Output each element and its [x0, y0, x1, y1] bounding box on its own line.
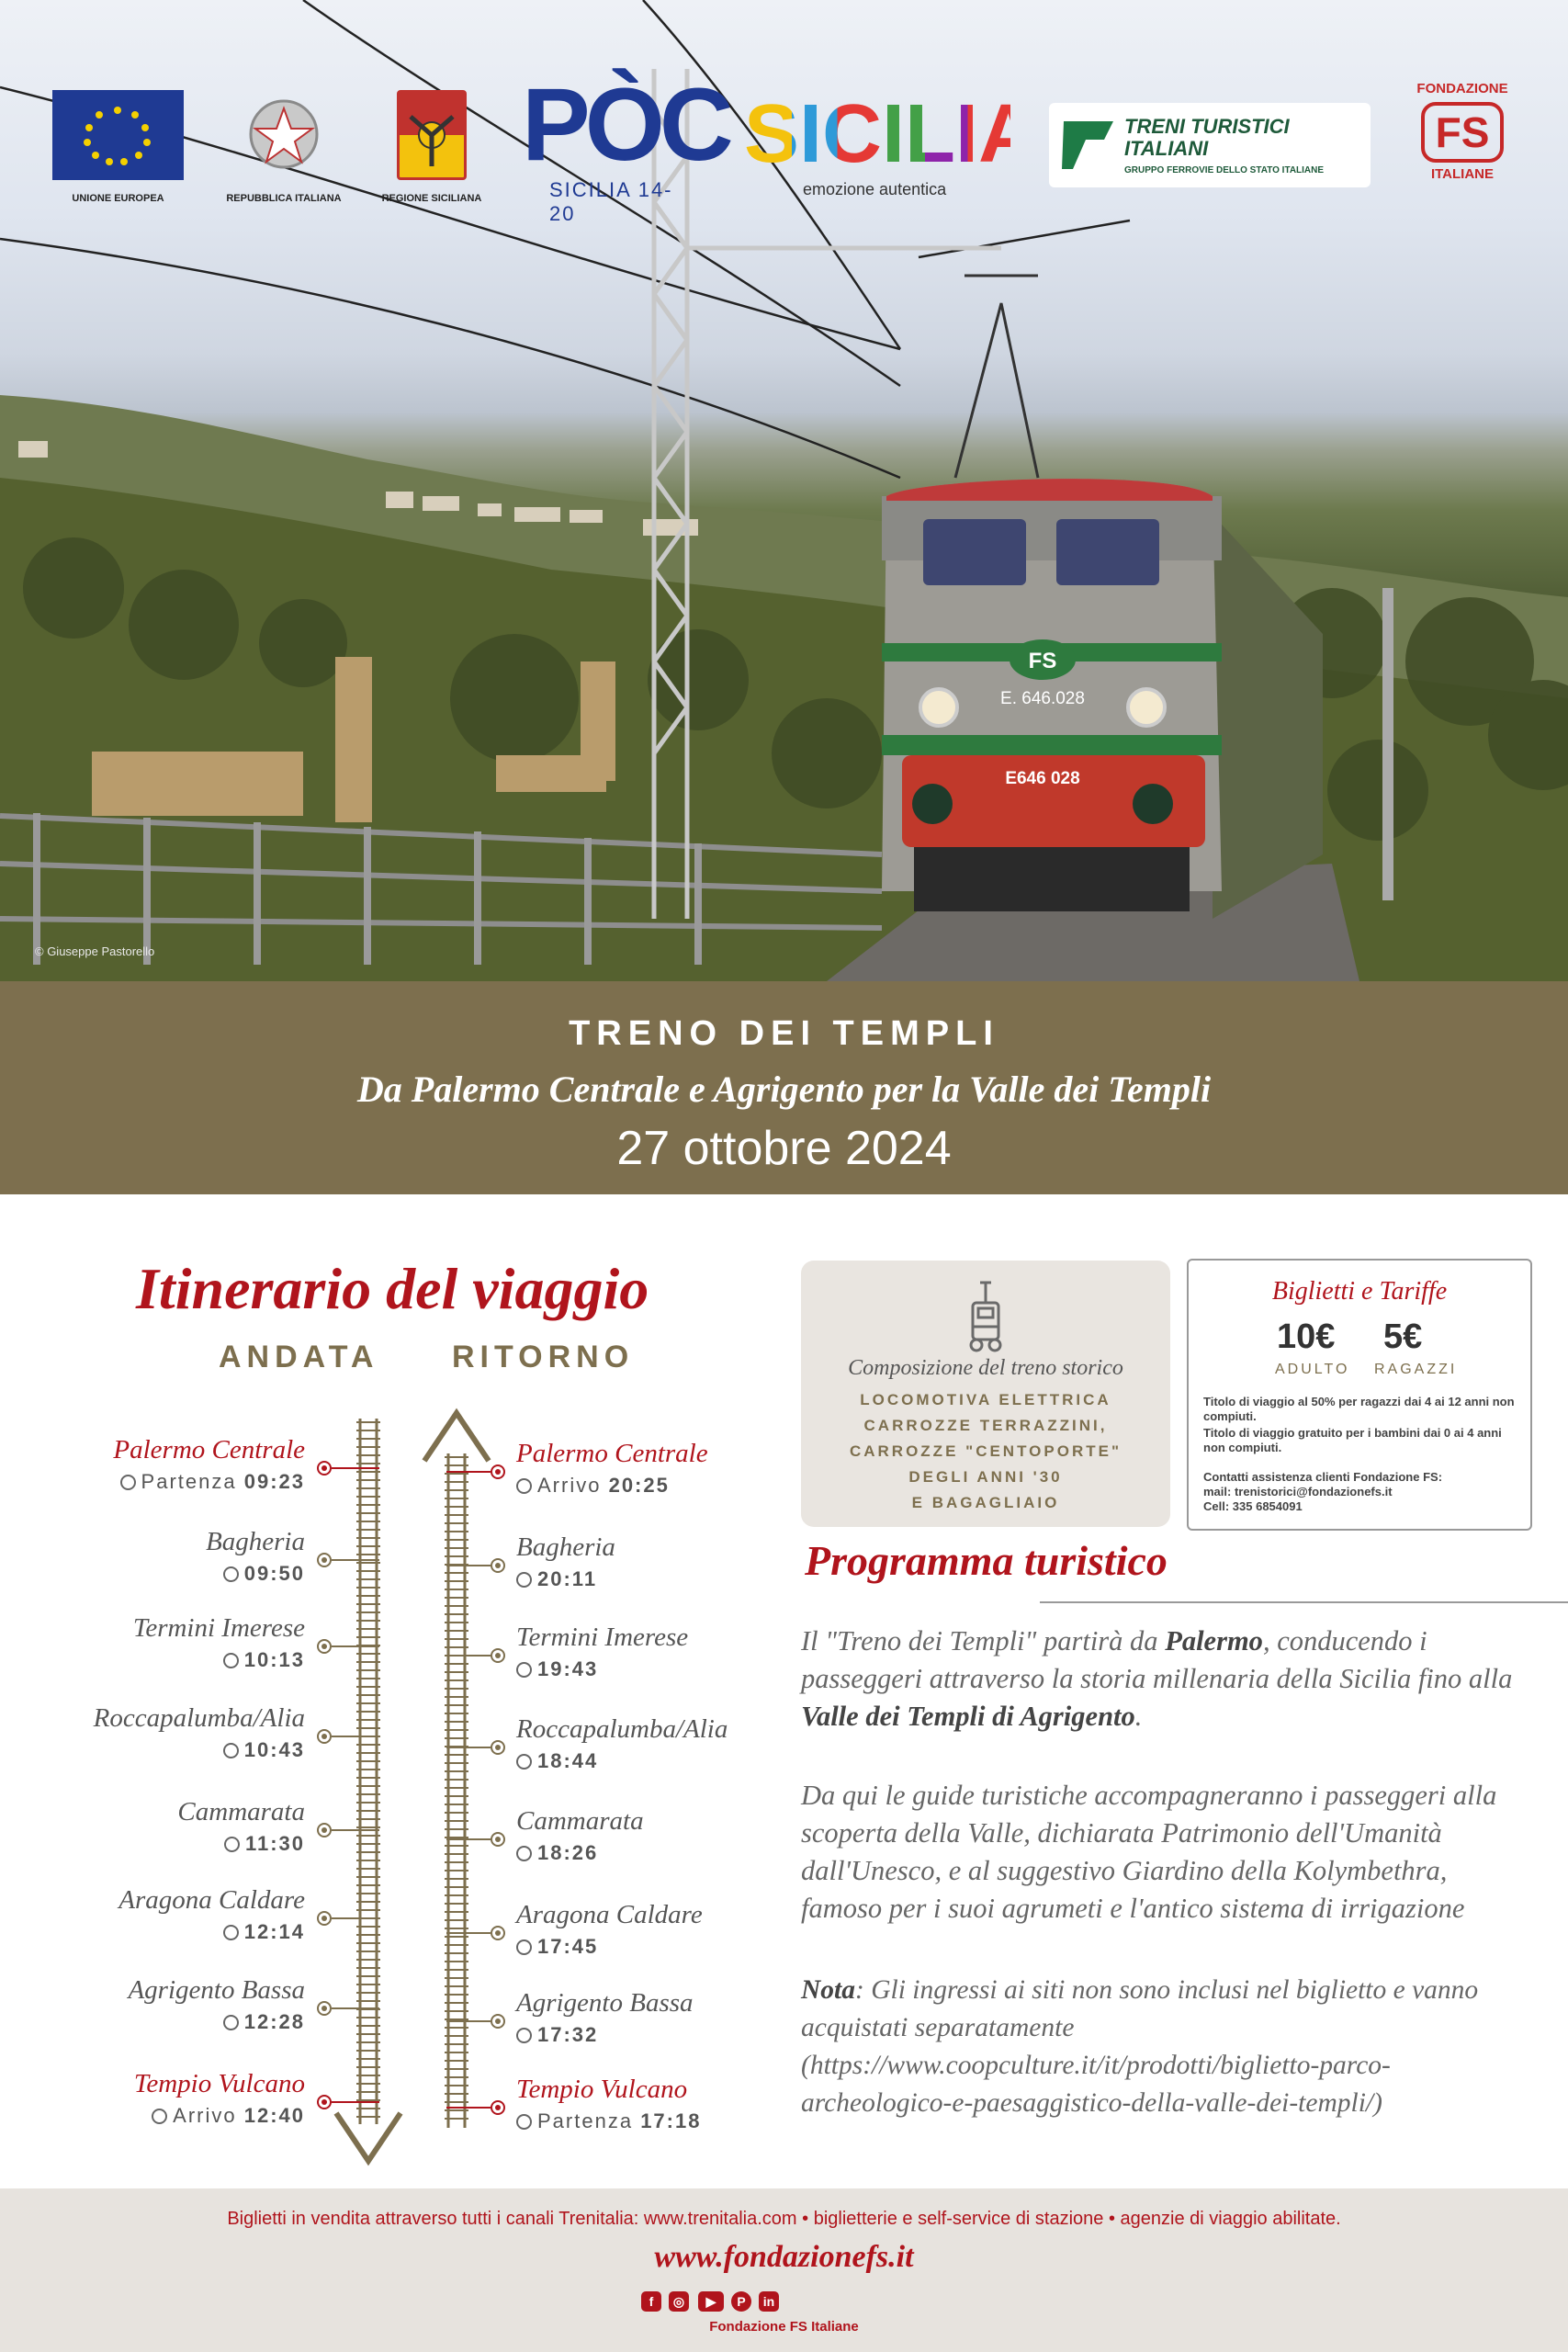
time-value: 17:18 — [640, 2109, 702, 2132]
program-title: Programma turistico — [805, 1537, 1168, 1584]
andata-station: Bagheria — [206, 1527, 305, 1556]
sicilia-main: SICILIA — [744, 88, 1039, 180]
linkedin-icon[interactable]: in — [759, 2291, 779, 2312]
arrow-up-icon — [424, 1413, 489, 1461]
stop-node — [491, 1926, 505, 1940]
stop-connector — [332, 1917, 379, 1919]
ritorno-station: Palermo Centrale — [516, 1439, 708, 1468]
clock-icon — [516, 1478, 532, 1494]
stop-connector — [446, 2107, 491, 2109]
ritorno-station: Tempio Vulcano — [516, 2075, 688, 2104]
stop-node — [317, 1823, 332, 1838]
ticket-note-free: Titolo di viaggio gratuito per i bambini dai 0 ai 4 anni non compiuti. — [1203, 1426, 1502, 1454]
treni-line1: TRENI TURISTICI — [1124, 115, 1290, 138]
arrow-down-icon — [336, 2113, 400, 2161]
eu-flag-icon — [52, 90, 184, 180]
clock-icon — [516, 2114, 532, 2130]
stop-connector — [446, 1932, 491, 1934]
andata-time — [224, 1832, 305, 1856]
clock-icon — [224, 1837, 240, 1852]
tickets-box — [1187, 1259, 1532, 1531]
composition-line: DEGLI ANNI '30 — [908, 1468, 1063, 1486]
youtube-icon[interactable]: ▶ — [698, 2291, 724, 2312]
time-value: 20:11 — [537, 1567, 598, 1590]
stop-node — [317, 1911, 332, 1926]
footer — [0, 2188, 1568, 2352]
fs-top: FONDAZIONE — [1416, 81, 1508, 96]
program-note — [801, 1972, 1527, 2122]
clock-icon — [223, 1566, 239, 1582]
time-value: 12:40 — [243, 2104, 305, 2127]
ritorno-heading: RITORNO — [452, 1340, 635, 1374]
stop-connector — [446, 1655, 491, 1657]
note-text: : Gli ingressi ai siti non sono inclusi nel biglietto e vanno acquistati separatamente (https://www.coopculture.it/it/prodotti/biglietto-parco-archeologico-e-paesaggistico-della-valle-dei-templi/) — [801, 1975, 1479, 2118]
andata-station: Agrigento Bassa — [128, 1975, 305, 2005]
fs-mid: FS — [1421, 102, 1504, 163]
time-value: 11:30 — [244, 1832, 305, 1855]
clock-icon — [223, 1743, 239, 1758]
clock-icon — [223, 1653, 239, 1668]
time-value: 09:50 — [243, 1562, 305, 1585]
photo-credit: © Giuseppe Pastorello — [35, 944, 155, 958]
ritorno-time — [516, 1935, 598, 1959]
instagram-icon[interactable]: ◎ — [669, 2291, 689, 2312]
stop-connector — [332, 1736, 379, 1737]
time-value: 10:13 — [243, 1648, 305, 1671]
stop-connector — [446, 1747, 491, 1748]
clock-icon — [516, 1662, 532, 1678]
stop-node — [317, 1461, 332, 1476]
program-bold: Valle dei Templi di Agrigento — [801, 1701, 1135, 1732]
andata-station: Termini Imerese — [132, 1613, 305, 1643]
stop-node — [491, 1740, 505, 1755]
composition-title: Composizione del treno storico — [848, 1356, 1123, 1380]
train-composition-box — [801, 1261, 1170, 1527]
program-text: , conducendo i passeggeri attraverso la storia millenaria della Sicilia fino alla — [801, 1625, 1513, 1694]
time-value: 18:44 — [537, 1749, 599, 1772]
fondazione-fs-logo — [1402, 81, 1523, 200]
stop-connector — [446, 1838, 491, 1840]
stop-node — [491, 1464, 505, 1479]
website-link[interactable]: www.fondazionefs.it — [654, 2240, 914, 2274]
italian-emblem-icon — [246, 90, 321, 180]
kids-label: RAGAZZI — [1374, 1362, 1458, 1377]
clock-icon — [516, 1572, 532, 1588]
time-value: 09:23 — [243, 1470, 305, 1493]
program-paragraph-2: Da qui le guide turistiche accompagneranno i passeggeri alla scoperta della Valle, dichiarata Patrimonio dell'Umanità dall'Unesco, e al suggestivo Giardino della Kolymbethra, famoso per i suoi agrumeti e l'antico sistema di irrigazione — [801, 1780, 1497, 1924]
footer-org: Fondazione FS Italiane — [709, 2319, 859, 2335]
stop-node — [317, 1729, 332, 1744]
title-band — [0, 981, 1568, 1194]
time-value: 17:45 — [537, 1935, 599, 1958]
rep-caption: REPUBBLICA ITALIANA — [226, 193, 342, 204]
time-prefix: Arrivo — [173, 2104, 237, 2127]
tickets-title: Biglietti e Tariffe — [1271, 1277, 1448, 1306]
time-value: 12:28 — [243, 2010, 305, 2033]
treni-sub: GRUPPO FERROVIE DELLO STATO ITALIANE — [1124, 165, 1325, 175]
event-title: TRENO DEI TEMPLI — [569, 1014, 999, 1053]
stop-connector — [332, 1829, 379, 1831]
ritorno-station: Agrigento Bassa — [516, 1988, 694, 2018]
andata-station: Cammarata — [177, 1797, 305, 1826]
andata-station: Aragona Caldare — [118, 1885, 305, 1915]
andata-time — [223, 2010, 305, 2034]
time-value: 10:43 — [243, 1738, 305, 1761]
clock-icon — [152, 2109, 167, 2124]
treni-line2: ITALIANI — [1124, 137, 1209, 160]
stop-node — [491, 2100, 505, 2115]
treni-mark-icon — [1058, 112, 1122, 176]
adult-price: 10€ — [1277, 1317, 1336, 1356]
program-text: . — [1134, 1701, 1143, 1732]
steam-locomotive-icon — [960, 1279, 1011, 1354]
ritorno-station: Cammarata — [516, 1806, 644, 1836]
poc-logo — [522, 67, 728, 225]
itinerary-title: Itinerario del viaggio — [136, 1256, 649, 1321]
time-value: 17:32 — [537, 2023, 599, 2046]
clock-icon — [223, 2015, 239, 2030]
loco-red-number: E646 028 — [1005, 769, 1080, 788]
composition-line: CARROZZE TERRAZZINI, — [863, 1417, 1108, 1434]
program-bold: Palermo — [1165, 1625, 1263, 1657]
program-text: Il "Treno dei Templi" partirà da — [801, 1625, 1166, 1657]
andata-heading: ANDATA — [219, 1340, 379, 1374]
andata-station: Roccapalumba/Alia — [93, 1703, 305, 1733]
andata-time — [223, 1738, 305, 1762]
stop-node — [317, 1553, 332, 1567]
ritorno-time — [516, 1567, 597, 1591]
facebook-icon[interactable]: f — [641, 2291, 661, 2312]
ritorno-station: Roccapalumba/Alia — [516, 1714, 728, 1744]
ritorno-time — [516, 1749, 598, 1773]
program-divider — [1040, 1601, 1568, 1603]
time-prefix: Arrivo — [537, 1474, 602, 1497]
fs-bot: ITALIANE — [1430, 166, 1495, 182]
poc-main: PÒC — [522, 67, 728, 182]
stop-node — [317, 2095, 332, 2109]
pinterest-icon[interactable]: P — [731, 2291, 751, 2312]
loco-badge: FS — [1028, 649, 1057, 673]
time-prefix: Partenza — [537, 2109, 634, 2132]
sicilia-logo — [744, 88, 1039, 208]
clock-icon — [516, 1939, 532, 1955]
stop-node — [491, 1648, 505, 1663]
stop-connector — [332, 2101, 379, 2103]
stop-connector — [332, 1467, 379, 1469]
reg-caption: REGIONE SICILIANA — [381, 193, 482, 204]
kids-price: 5€ — [1383, 1317, 1423, 1356]
treni-turistici-logo — [1049, 103, 1371, 187]
time-value: 18:26 — [537, 1841, 599, 1864]
ritorno-station: Termini Imerese — [516, 1623, 689, 1652]
stop-connector — [332, 2007, 379, 2009]
time-prefix: Partenza — [141, 1470, 237, 1493]
andata-time — [223, 1562, 305, 1586]
ritorno-station: Aragona Caldare — [516, 1900, 703, 1929]
andata-station: Tempio Vulcano — [133, 2069, 305, 2098]
stop-node — [491, 1832, 505, 1847]
contact-mail[interactable]: mail: trenistorici@fondazionefs.it — [1203, 1485, 1393, 1498]
andata-time — [223, 1648, 305, 1672]
sicilia-sub: emozione autentica — [803, 180, 947, 198]
eu-caption: UNIONE EUROPEA — [72, 193, 164, 204]
loco-number: E. 646.028 — [1000, 689, 1085, 708]
stop-node — [491, 2014, 505, 2029]
clock-icon — [223, 1925, 239, 1940]
contact-heading: Contatti assistenza clienti Fondazione FS: — [1203, 1470, 1443, 1484]
stop-node — [317, 1639, 332, 1654]
ritorno-time — [516, 2023, 598, 2047]
stop-connector — [332, 1645, 379, 1647]
andata-station: Palermo Centrale — [113, 1435, 305, 1464]
program-paragraph-1 — [801, 1623, 1527, 1736]
ticket-note-reduced: Titolo di viaggio al 50% per ragazzi dai 4 ai 12 anni non compiuti. — [1203, 1395, 1515, 1423]
andata-time — [152, 2104, 305, 2128]
ritorno-time — [516, 1474, 670, 1498]
trinacria-icon — [397, 90, 467, 180]
time-value: 20:25 — [608, 1474, 670, 1497]
ritorno-time — [516, 1841, 598, 1865]
sale-channels: Biglietti in vendita attraverso tutti i canali Trenitalia: www.trenitalia.com • biglietterie e self-service di stazione • agenzie di viaggio abilitate. — [227, 2209, 1341, 2229]
contact-phone[interactable]: Cell: 335 6854091 — [1203, 1499, 1303, 1513]
stop-node — [491, 1558, 505, 1573]
stop-node — [317, 2001, 332, 2016]
stop-connector — [446, 1471, 491, 1473]
time-value: 12:14 — [243, 1920, 305, 1943]
clock-icon — [516, 2028, 532, 2043]
ritorno-station: Bagheria — [516, 1532, 615, 1562]
time-value: 19:43 — [537, 1657, 599, 1680]
composition-line: LOCOMOTIVA ELETTRICA — [860, 1391, 1111, 1408]
ritorno-time — [516, 2109, 701, 2133]
event-subtitle: Da Palermo Centrale e Agrigento per la Valle dei Templi — [356, 1069, 1212, 1110]
note-label: Nota — [801, 1975, 855, 2005]
andata-time — [223, 1920, 305, 1944]
andata-track — [336, 1419, 400, 2161]
andata-time — [120, 1470, 305, 1494]
clock-icon — [516, 1754, 532, 1770]
clock-icon — [516, 1846, 532, 1861]
hero-photo — [0, 0, 1568, 981]
ritorno-time — [516, 1657, 598, 1681]
clock-icon — [120, 1475, 136, 1490]
composition-line: CARROZZE "CENTOPORTE" — [849, 1442, 1122, 1460]
stop-connector — [446, 1565, 491, 1566]
poc-sub: SICILIA 14-20 — [549, 178, 673, 225]
adult-label: ADULTO — [1275, 1362, 1350, 1377]
stop-connector — [332, 1559, 379, 1561]
stop-connector — [446, 2020, 491, 2022]
event-date: 27 ottobre 2024 — [616, 1122, 952, 1175]
composition-line: E BAGAGLIAIO — [911, 1494, 1060, 1511]
